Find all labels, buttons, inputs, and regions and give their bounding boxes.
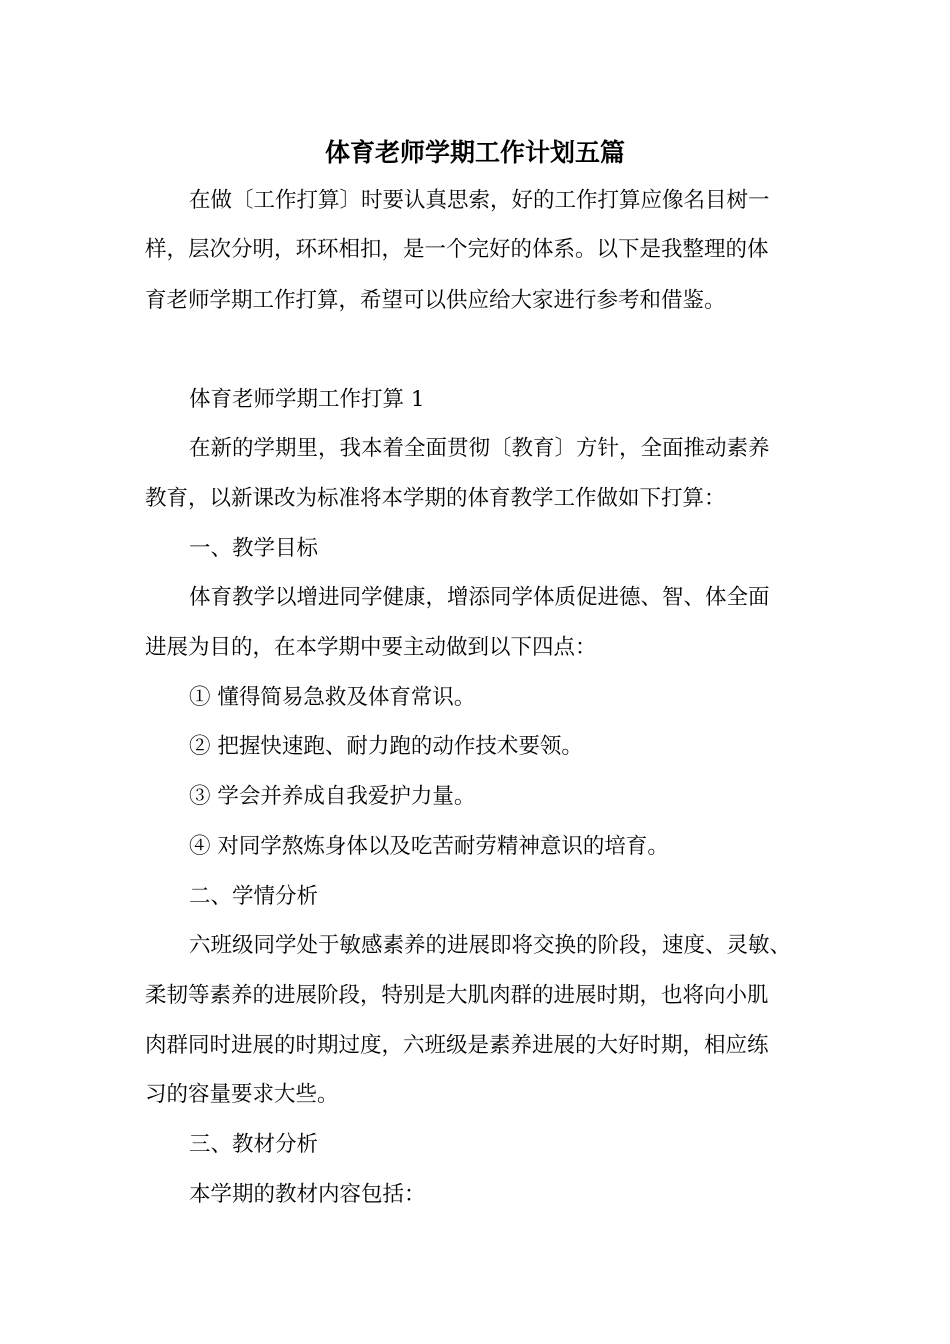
list-item: ④ 对同学熬炼身体以及吃苦耐劳精神意识的培育。 xyxy=(189,834,669,859)
section-heading: 三、教材分析 xyxy=(189,1132,319,1157)
section-heading: 一、教学目标 xyxy=(189,536,319,561)
paragraph-line: 进展为目的，在本学期中要主动做到以下四点： xyxy=(145,635,597,660)
paragraph-line: 在做〔工作打算〕时要认真思索，好的工作打算应像名目树一 xyxy=(189,188,770,213)
paragraph-line: 体育教学以增进同学健康，增添同学体质促进德、智、体全面 xyxy=(189,585,770,610)
paragraph-line: 教育，以新课改为标准将本学期的体育教学工作做如下打算： xyxy=(145,486,726,511)
paragraph-line: 育老师学期工作打算，希望可以供应给大家进行参考和借鉴。 xyxy=(145,288,726,313)
list-item: ② 把握快速跑、耐力跑的动作技术要领。 xyxy=(189,734,583,759)
paragraph-line: 六班级同学处于敏感素养的进展即将交换的阶段，速度、灵敏、 xyxy=(189,933,792,958)
paragraph-line: 肉群同时进展的时期过度，六班级是素养进展的大好时期，相应练 xyxy=(145,1033,769,1058)
section-heading: 二、学情分析 xyxy=(189,884,319,909)
list-item: ③ 学会并养成自我爱护力量。 xyxy=(189,784,476,809)
paragraph-line: 本学期的教材内容包括： xyxy=(189,1182,426,1207)
list-item: ① 懂得简易急救及体育常识。 xyxy=(189,685,476,710)
paragraph-line: 样，层次分明，环环相扣，是一个完好的体系。以下是我整理的体 xyxy=(145,237,769,262)
paragraph-line: 习的容量要求大些。 xyxy=(145,1082,339,1107)
paragraph-line: 在新的学期里，我本着全面贯彻〔教育〕方针，全面推动素养 xyxy=(189,436,770,461)
document-title: 体育老师学期工作计划五篇 xyxy=(324,138,625,167)
paragraph-line: 柔韧等素养的进展阶段，特别是大肌肉群的进展时期，也将向小肌 xyxy=(145,983,769,1008)
section-heading: 体育老师学期工作打算 1 xyxy=(189,387,425,412)
